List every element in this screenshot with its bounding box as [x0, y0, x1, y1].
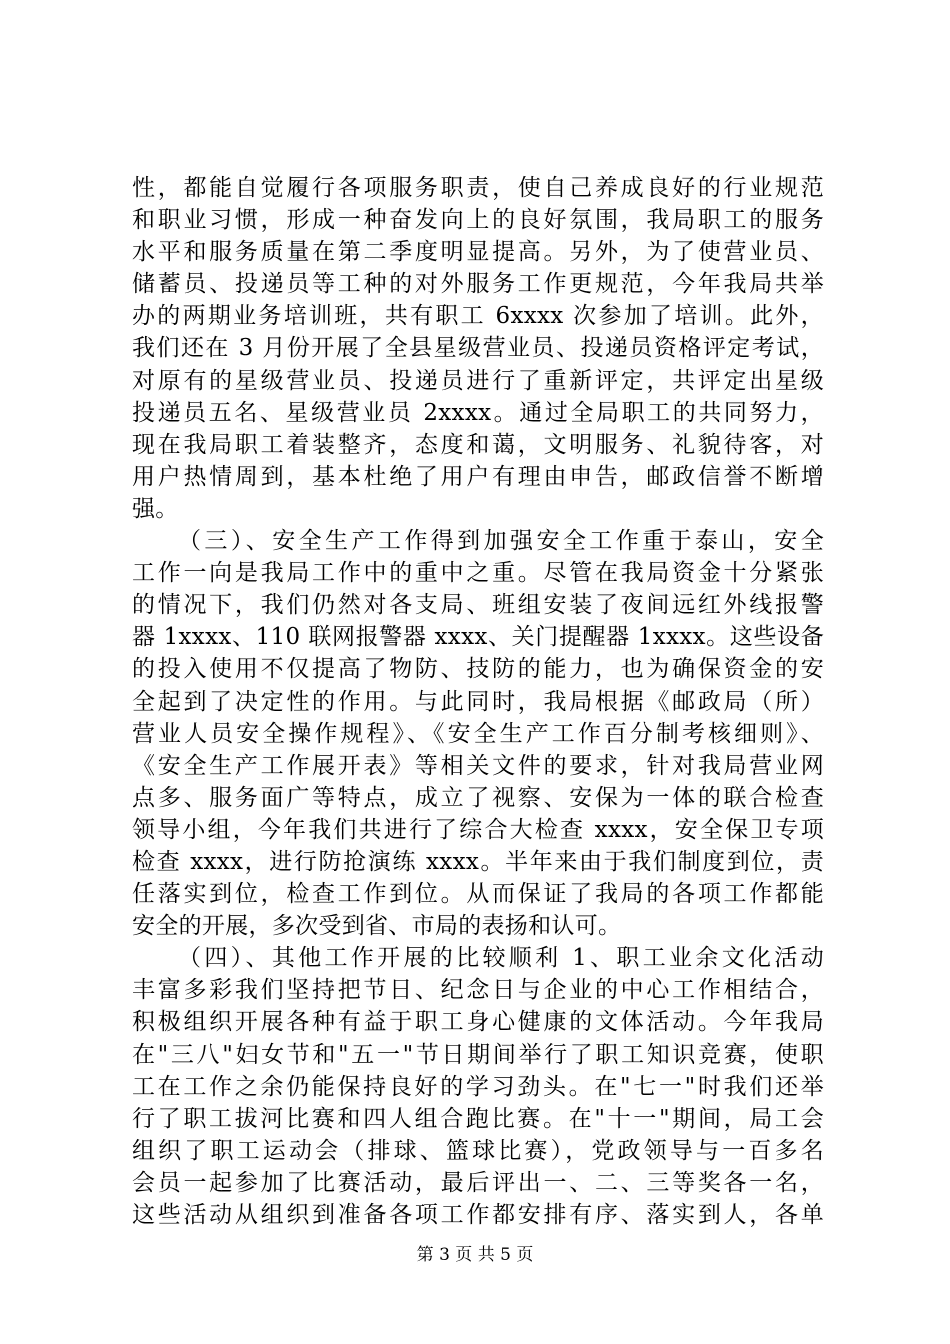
paragraph-2-line: 的情况下，我们仍然对各支局、班组安装了夜间远红外线报警	[132, 592, 824, 619]
paragraph-1-line: 对原有的星级营业员、投递员进行了重新评定，共评定出星级	[132, 367, 824, 394]
paragraph-3-line: 行了职工拔河比赛和四人组合跑比赛。在"十一"期间，局工会	[132, 1105, 824, 1132]
paragraph-1-line: 强。	[132, 495, 179, 522]
paragraph-2-line: 的投入使用不仅提高了物防、技防的能力，也为确保资金的安	[132, 656, 824, 683]
paragraph-3-line: 工在工作之余仍能保持良好的学习劲头。在"七一"时我们还举	[132, 1073, 824, 1100]
document-body	[132, 172, 824, 1231]
paragraph-3-line: 丰富多彩我们坚持把节日、纪念日与企业的中心工作相结合，	[132, 977, 824, 1004]
paragraph-2-line: （三）、安全生产工作得到加强安全工作重于泰山，安全	[178, 528, 824, 555]
paragraph-3-line: 在"三八"妇女节和"五一"节日期间举行了职工知识竞赛，使职	[132, 1041, 824, 1068]
paragraph-3-line: 积极组织开展各种有益于职工身心健康的文体活动。今年我局	[132, 1009, 824, 1036]
paragraph-1-line: 现在我局职工着装整齐，态度和蔼，文明服务、礼貌待客，对	[132, 431, 824, 458]
paragraph-3-line: 这些活动从组织到准备各项工作都安排有序、落实到人，各单	[132, 1202, 824, 1228]
paragraph-2-line: 领导小组，今年我们共进行了综合大检查 xxxx，安全保卫专项	[132, 816, 824, 843]
paragraph-3-line: （四）、其他工作开展的比较顺利 1、职工业余文化活动	[178, 945, 824, 972]
paragraph-2-line: 工作一向是我局工作中的重中之重。尽管在我局资金十分紧张	[132, 560, 824, 587]
paragraph-1-line: 储蓄员、投递员等工种的对外服务工作更规范，今年我局共举	[132, 271, 824, 298]
paragraph-1-line: 和职业习惯，形成一种奋发向上的良好氛围，我局职工的服务	[132, 207, 824, 234]
paragraph-1-line: 办的两期业务培训班，共有职工 6xxxx 次参加了培训。此外，	[132, 303, 824, 330]
paragraph-1-line: 水平和服务质量在第二季度明显提高。另外，为了使营业员、	[132, 239, 824, 266]
page-footer: 第 3 页 共 5 页	[416, 1245, 534, 1265]
paragraph-1-line: 用户热情周到，基本杜绝了用户有理由申告，邮政信誉不断增	[132, 463, 824, 490]
paragraph-3-line: 会员一起参加了比赛活动，最后评出一、二、三等奖各一名，	[132, 1169, 824, 1196]
paragraph-2-line: 器 1xxxx、110 联网报警器 xxxx、关门提醒器 1xxxx。这些设备	[132, 624, 824, 651]
paragraph-2-line: 任落实到位，检查工作到位。从而保证了我局的各项工作都能	[132, 881, 824, 908]
paragraph-3-line: 组织了职工运动会（排球、篮球比赛），党政领导与一百多名	[132, 1137, 824, 1164]
paragraph-1-line: 投递员五名、星级营业员 2xxxx。通过全局职工的共同努力，	[132, 399, 824, 426]
paragraph-2-line: 《安全生产工作展开表》等相关文件的要求，针对我局营业网	[132, 752, 824, 779]
paragraph-2-line: 全起到了决定性的作用。与此同时，我局根据《邮政局（所）	[132, 688, 824, 715]
paragraph-1-line: 我们还在 3 月份开展了全县星级营业员、投递员资格评定考试，	[132, 335, 824, 362]
paragraph-2-line: 营业人员安全操作规程》、《安全生产工作百分制考核细则》、	[132, 720, 824, 747]
paragraph-2-line: 点多、服务面广等特点，成立了视察、安保为一体的联合检查	[132, 784, 824, 811]
paragraph-2-line: 安全的开展，多次受到省、市局的表扬和认可。	[132, 913, 622, 940]
paragraph-2-line: 检查 xxxx，进行防抢演练 xxxx。半年来由于我们制度到位，责	[132, 848, 824, 875]
paragraph-1-line: 性，都能自觉履行各项服务职责，使自己养成良好的行业规范	[132, 175, 824, 201]
